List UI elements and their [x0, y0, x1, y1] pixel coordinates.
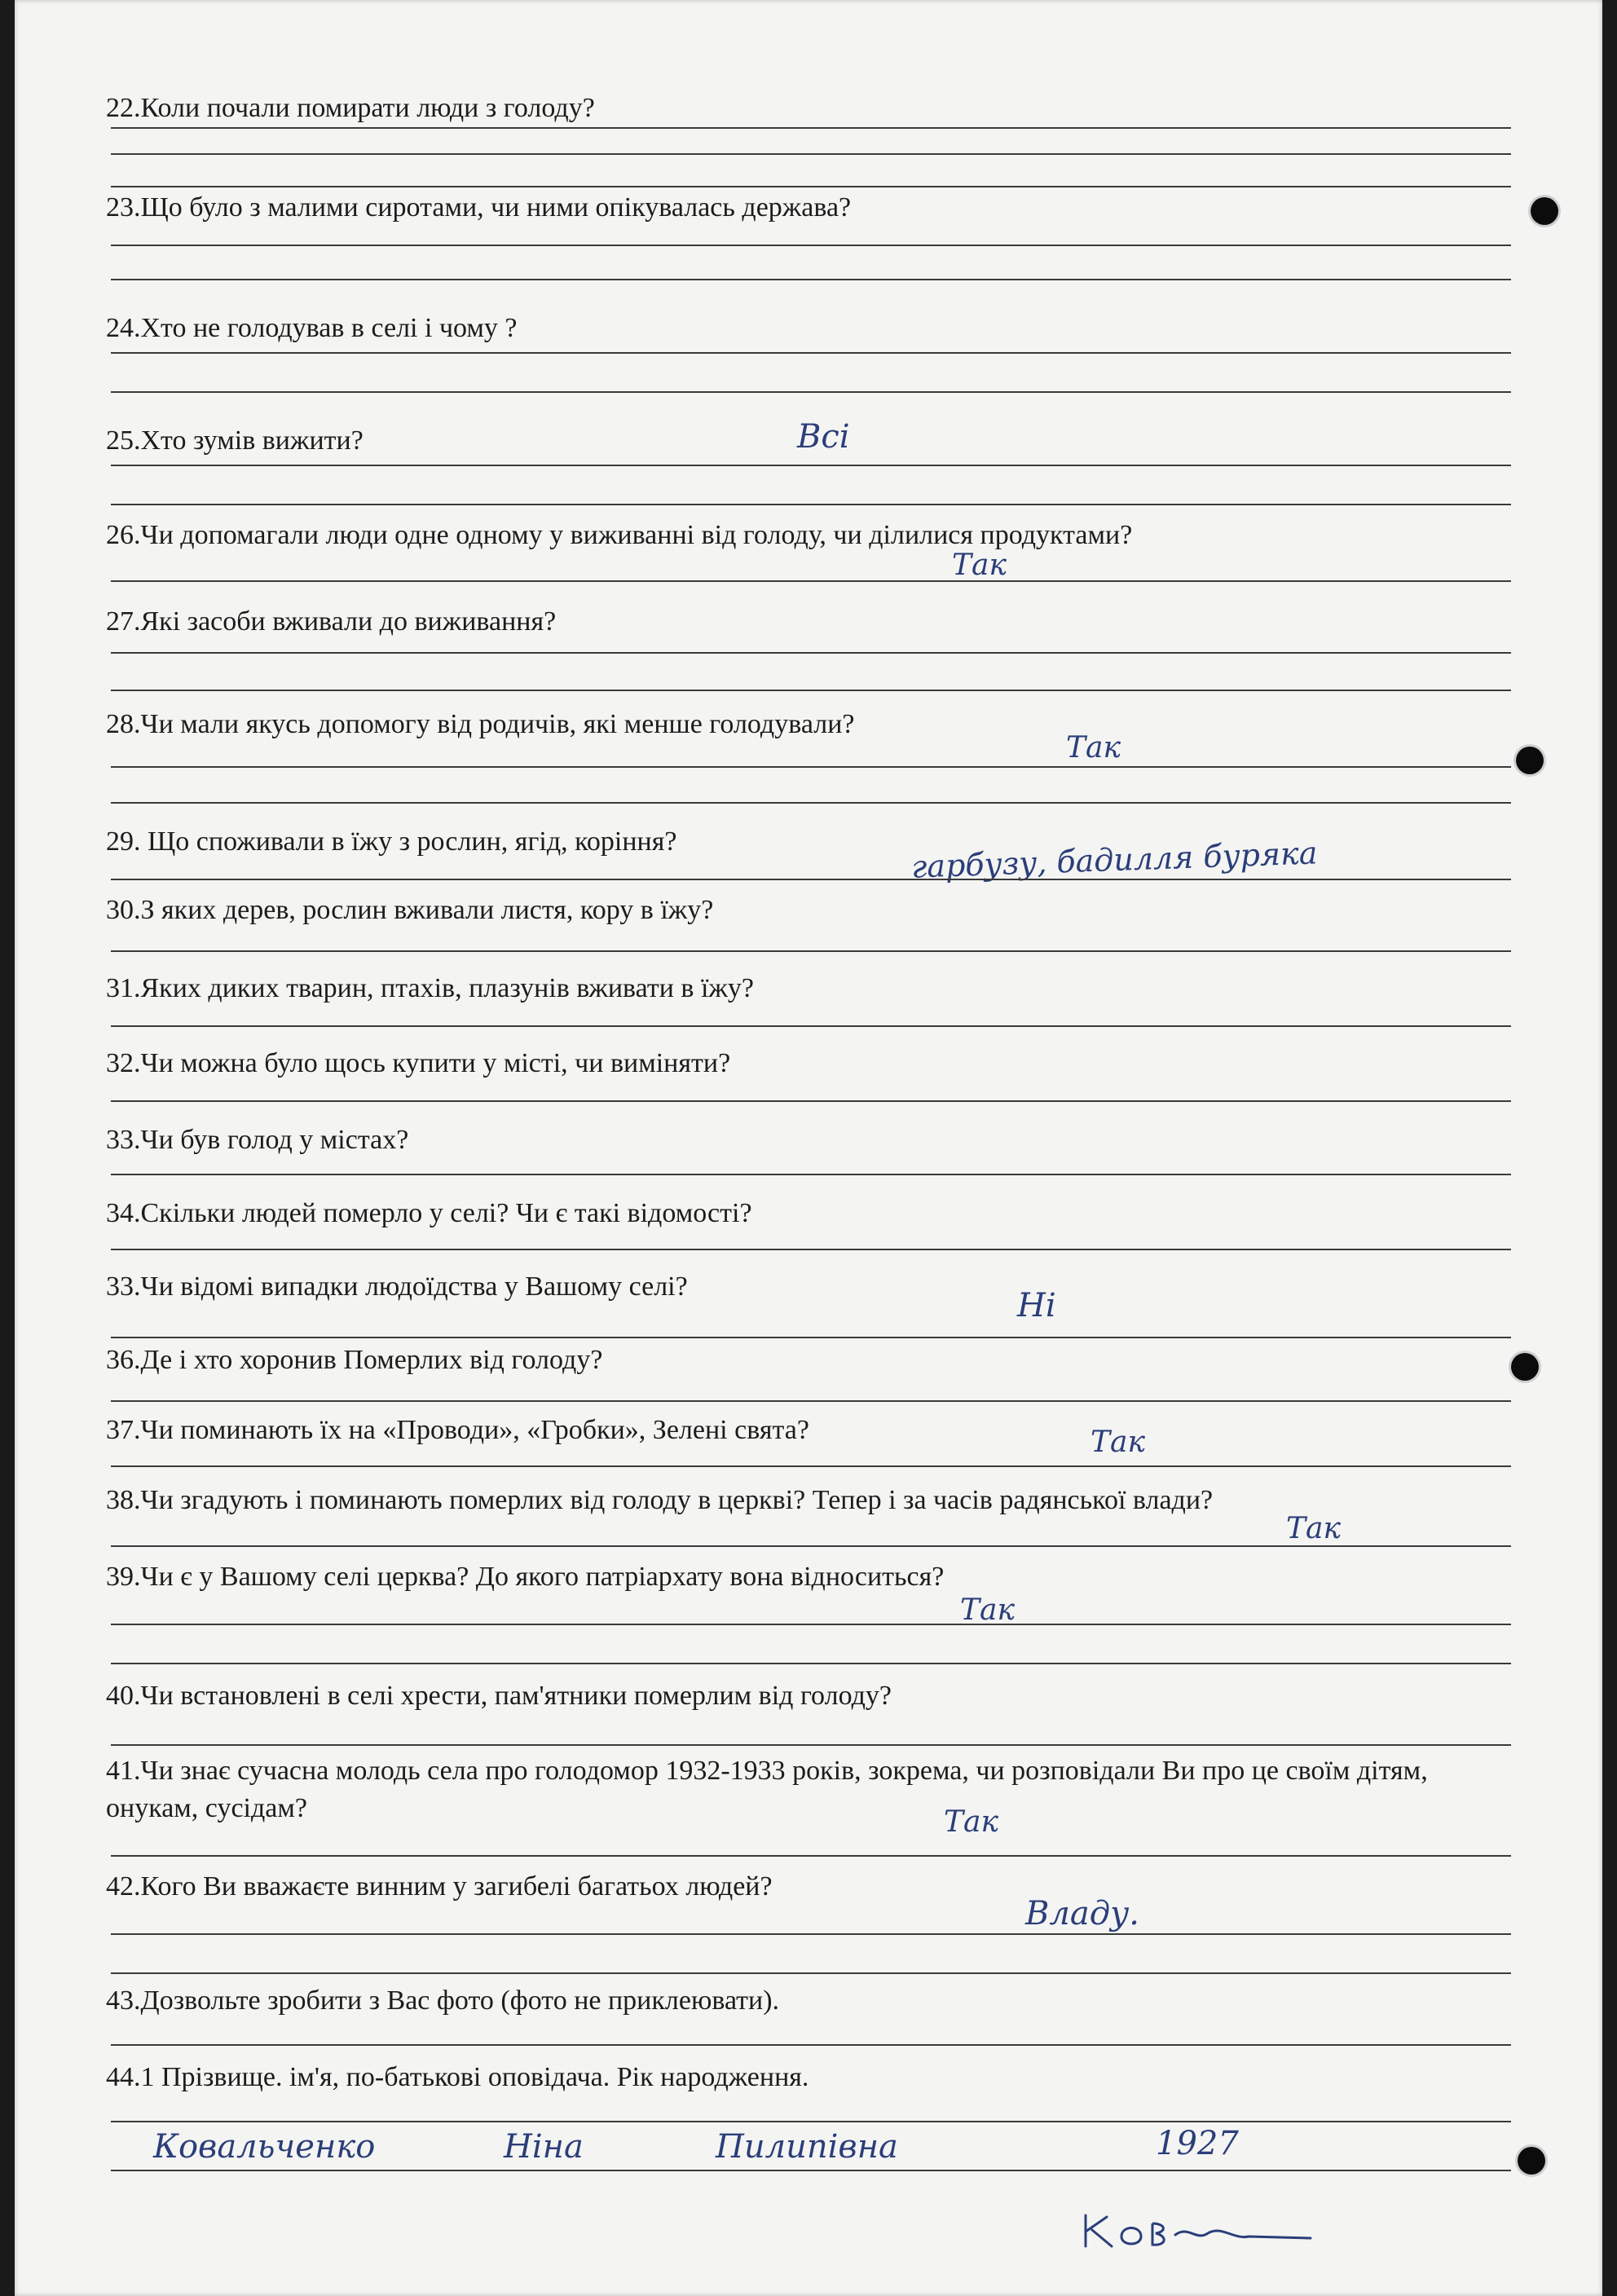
answer-line [111, 153, 1511, 155]
question-28: 28.Чи мали якусь допомогу від родичів, які менше голодували? [106, 709, 855, 739]
answer-line [111, 279, 1511, 280]
question-39: 39.Чи є у Вашому селі церква? До якого патріархату вона відноситься? [106, 1562, 945, 1592]
answer-line [111, 1663, 1511, 1664]
answer-37: Так [1090, 1426, 1145, 1459]
answer-25: Всі [797, 418, 850, 456]
question-31: 31.Яких диких тварин, птахів, плазунів вживати в їжу? [106, 973, 754, 1003]
answer-29: гарбузу, бадилля буряка [910, 835, 1319, 885]
punch-hole-icon [1518, 2147, 1545, 2175]
answer-line [111, 2121, 1511, 2122]
answer-line [111, 1624, 1511, 1625]
question-22: 22.Коли почали помирати люди з голоду? [106, 93, 595, 123]
question-37: 37.Чи поминають їх на «Проводи», «Гробки», Зелені свята? [106, 1415, 809, 1445]
signature-icon [1074, 2192, 1319, 2258]
answer-line [111, 504, 1511, 505]
question-30: 30.З яких дерев, рослин вживали листя, кору в їжу? [106, 895, 714, 925]
answer-44-year: 1927 [1156, 2125, 1239, 2162]
answer-line [111, 1933, 1511, 1935]
question-27: 27.Які засоби вживали до виживання? [106, 606, 557, 637]
question-23: 23.Що було з малими сиротами, чи ними опікувалась держава? [106, 192, 852, 223]
answer-35: Ні [1017, 1287, 1056, 1324]
answer-line [111, 465, 1511, 466]
answer-line [111, 186, 1511, 187]
punch-hole-icon [1531, 197, 1558, 225]
answer-line [111, 2170, 1511, 2171]
question-36: 36.Де і хто хоронив Померлих від голоду? [106, 1345, 603, 1375]
answer-line [111, 802, 1511, 804]
answer-line [111, 391, 1511, 393]
question-25: 25.Хто зумів вижити? [106, 425, 363, 456]
punch-hole-icon [1511, 1353, 1539, 1381]
question-26: 26.Чи допомагали люди одне одному у виживанні від голоду, чи ділилися продуктами? [106, 520, 1133, 550]
question-33: 33.Чи був голод у містах? [106, 1125, 409, 1155]
answer-28: Так [1066, 731, 1121, 765]
answer-line [111, 1174, 1511, 1175]
answer-26: Так [952, 549, 1007, 582]
questionnaire-sheet [15, 0, 1602, 2296]
question-34: 34.Скільки людей померло у селі? Чи є такі відомості? [106, 1198, 752, 1228]
answer-line [111, 879, 1511, 880]
answer-42: Владу. [1025, 1895, 1139, 1932]
answer-line [111, 1337, 1511, 1338]
answer-44-name: Ніна [504, 2128, 584, 2166]
punch-hole-icon [1516, 747, 1544, 774]
answer-line [111, 127, 1511, 129]
answer-line [111, 1400, 1511, 1402]
answer-39: Так [960, 1593, 1015, 1627]
question-38: 38.Чи згадують і поминають померлих від голоду в церкві? Тепер і за часів радянської влади? [106, 1485, 1214, 1515]
question-32: 32.Чи можна було щось купити у місті, чи виміняти? [106, 1048, 731, 1078]
answer-line [111, 1545, 1511, 1547]
question-40: 40.Чи встановлені в селі хрести, пам'ятники померлим від голоду? [106, 1681, 892, 1711]
answer-41: Так [944, 1805, 998, 1839]
answer-line [111, 766, 1511, 768]
answer-line [111, 580, 1511, 582]
question-44: 44.1 Прізвище. ім'я, по-батькові оповідача. Рік народження. [106, 2062, 809, 2092]
answer-line [111, 1025, 1511, 1027]
question-35: 33.Чи відомі випадки людоїдства у Вашому селі? [106, 1271, 688, 1302]
answer-38: Так [1286, 1512, 1341, 1545]
answer-line [111, 1972, 1511, 1974]
question-43: 43.Дозвольте зробити з Вас фото (фото не приклеювати). [106, 1985, 780, 2016]
answer-line [111, 1100, 1511, 1102]
answer-line [111, 652, 1511, 654]
answer-line [111, 690, 1511, 691]
question-24: 24.Хто не голодував в селі і чому ? [106, 313, 518, 343]
question-29: 29. Що споживали в їжу з рослин, ягід, коріння? [106, 826, 677, 857]
answer-44-surname: Ковальченко [153, 2128, 376, 2166]
answer-line [111, 950, 1511, 952]
question-41: 41.Чи знає сучасна молодь села про голодомор 1932-1933 років, зокрема, чи розповідали Ви про це своїм дітям, онукам, сусідам? [106, 1756, 1428, 1823]
answer-line [111, 1855, 1511, 1857]
answer-line [111, 1249, 1511, 1250]
answer-line [111, 1744, 1511, 1746]
answer-line [111, 1465, 1511, 1467]
answer-line [111, 2044, 1511, 2046]
question-42: 42.Кого Ви вважаєте винним у загибелі багатьох людей? [106, 1871, 773, 1902]
answer-44-patronymic: Пилипівна [716, 2128, 898, 2166]
answer-line [111, 352, 1511, 354]
answer-line [111, 245, 1511, 246]
